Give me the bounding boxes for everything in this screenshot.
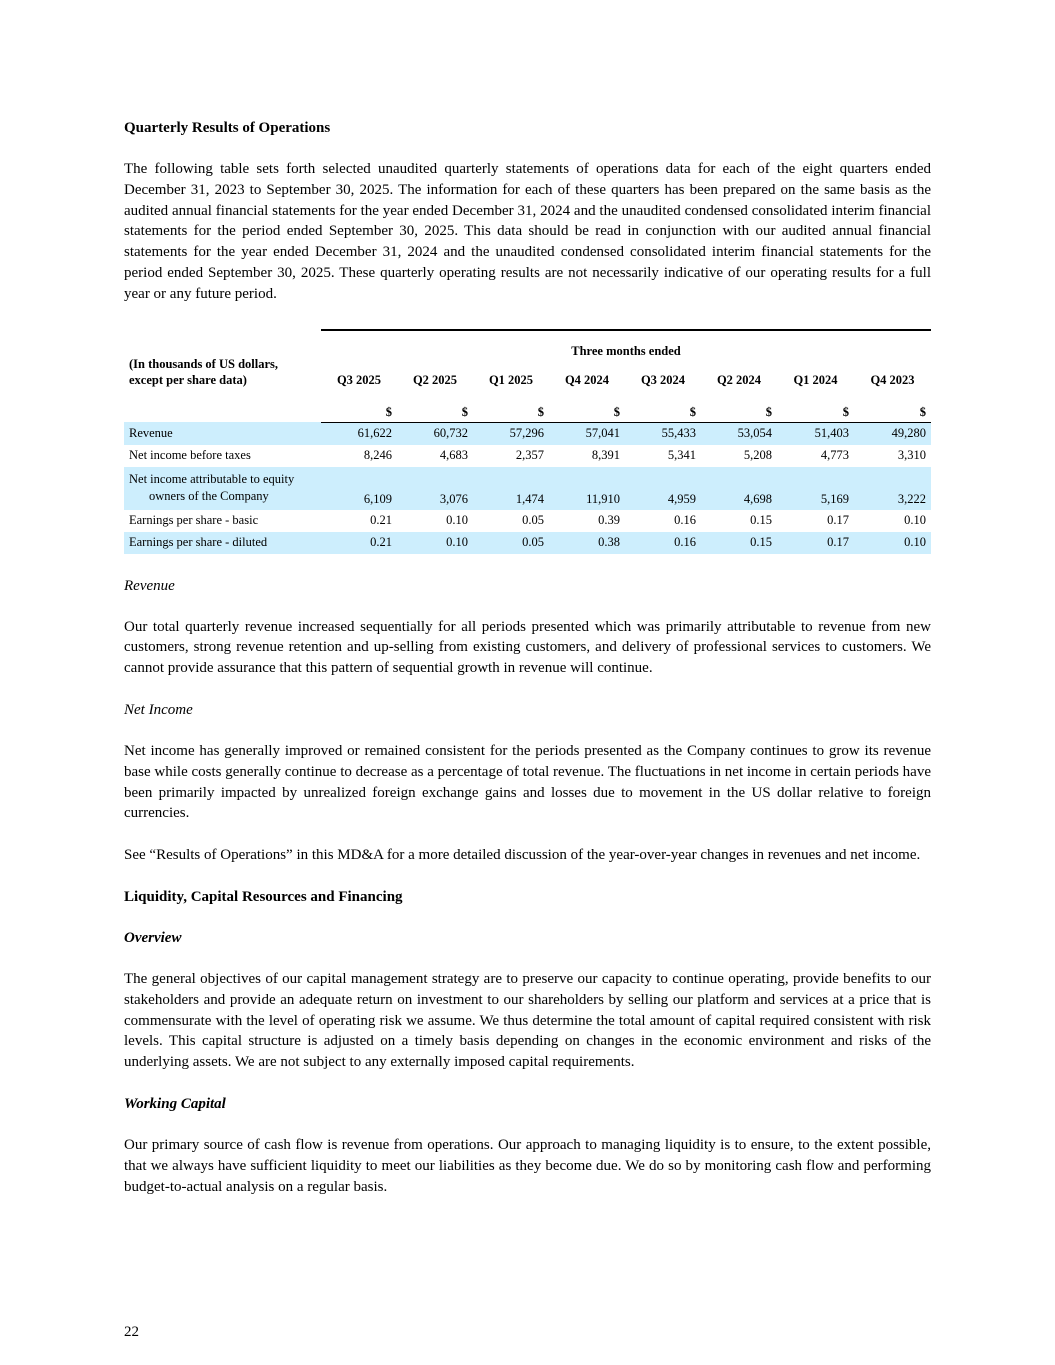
table-cell: 6,109 <box>321 467 397 510</box>
col-header-q3-2024: Q3 2024 <box>640 372 686 387</box>
liquidity-title: Liquidity, Capital Resources and Financing <box>124 888 403 905</box>
row-label-line-1: Net income attributable to equity <box>129 472 295 487</box>
units-line-1: (In thousands of US dollars, <box>129 356 279 371</box>
table-cell: 51,403 <box>777 422 854 445</box>
table-cell: 5,341 <box>667 448 696 463</box>
table-cell: 0.10 <box>854 532 931 554</box>
table-cell: 8,391 <box>591 448 620 463</box>
currency-cell: $ <box>473 398 549 423</box>
col-header-q1-2025: Q1 2025 <box>488 372 534 387</box>
table-row-net-income-attributable <box>124 467 931 510</box>
col-header-q1-2024: Q1 2024 <box>793 372 838 387</box>
net-income-paragraph: Net income has generally improved or remained consistent for the periods presented as the Company continues to grow its revenue base while costs generally continue to decrease as a percentage of total revenue. The fluctuations in net income in certain periods have been primarily impacted by unrealized foreign exchange gains and losses due to movement in the US dollar relative to foreign currencies. <box>124 742 931 822</box>
currency-cell: $ <box>701 398 777 423</box>
table-cell: 0.17 <box>827 513 849 528</box>
col-header-q4-2024: Q4 2024 <box>564 372 610 387</box>
table-row-eps-basic <box>124 510 931 532</box>
see-results-paragraph: See “Results of Operations” in this MD&A for a more detailed discussion of the year-over-year changes in revenues and net income. <box>124 847 921 864</box>
row-label <box>124 467 321 510</box>
table-cell: 0.21 <box>321 532 397 554</box>
table-cell: 3,076 <box>397 467 473 510</box>
table-cell: 8,246 <box>363 448 392 463</box>
currency-cell: $ <box>549 398 625 423</box>
table-cell: 60,732 <box>397 422 473 445</box>
table-cell: 0.15 <box>701 532 777 554</box>
table-cell: 0.38 <box>549 532 625 554</box>
table-cell: 61,622 <box>321 422 397 445</box>
currency-row <box>124 398 931 423</box>
currency-cell: $ <box>854 398 931 423</box>
table-cell: 0.21 <box>370 513 392 528</box>
row-label: Earnings per share - diluted <box>124 532 321 554</box>
table-cell: 57,296 <box>473 422 549 445</box>
revenue-paragraph: Our total quarterly revenue increased sequentially for all periods presented which was primarily attributable to revenue from new customers, strong revenue retention and up-selling from existing customers, and delivery of professional services to customers. We cannot provide assurance that this pattern of sequential growth in revenue will continue. <box>124 618 931 677</box>
working-capital-heading: Working Capital <box>124 1095 226 1112</box>
table-cell: 5,169 <box>777 467 854 510</box>
quarterly-results-table <box>124 329 931 554</box>
working-capital-paragraph: Our primary source of cash flow is revenue from operations. Our approach to managing liquidity is to ensure, to the extent possible, that we always have sufficient liquidity to meet our liabilities as they become due. We do so by monitoring cash flow and performing budget-to-actual analysis on a regular basis. <box>124 1136 931 1195</box>
document-page <box>124 118 931 1197</box>
table-cell: 1,474 <box>473 467 549 510</box>
table-cell: 4,698 <box>701 467 777 510</box>
units-line-2: except per share data) <box>129 372 247 387</box>
table-cell: 0.15 <box>750 513 772 528</box>
table-cell: 0.39 <box>598 513 620 528</box>
table-units-label <box>124 330 321 388</box>
table-cell: 5,208 <box>743 448 772 463</box>
table-cell: 0.10 <box>904 513 927 528</box>
table-cell: 0.10 <box>446 513 468 528</box>
currency-cell: $ <box>625 398 701 423</box>
col-header-q4-2023: Q4 2023 <box>870 372 915 387</box>
table-row-net-income-before-taxes <box>124 445 931 467</box>
row-label-line-2: owners of the Company <box>149 489 269 504</box>
table-cell: 2,357 <box>515 448 544 463</box>
col-header-q2-2024: Q2 2024 <box>716 372 762 387</box>
table-cell: 4,683 <box>439 448 468 463</box>
table-cell: 0.16 <box>674 513 696 528</box>
table-cell: 0.10 <box>397 532 473 554</box>
page-number: 22 <box>124 1324 139 1340</box>
table-cell: 4,773 <box>820 448 849 463</box>
col-header-q3-2025: Q3 2025 <box>336 372 382 387</box>
table-cell: 11,910 <box>549 467 625 510</box>
table-cell: 57,041 <box>549 422 625 445</box>
currency-cell: $ <box>321 398 397 423</box>
col-header-q2-2025: Q2 2025 <box>412 372 458 387</box>
table-cell: 4,959 <box>625 467 701 510</box>
table-cell: 3,310 <box>897 448 927 463</box>
table-row-revenue <box>124 422 931 445</box>
section-title: Quarterly Results of Operations <box>124 120 331 136</box>
table-cell: 3,222 <box>854 467 931 510</box>
table-cell: 49,280 <box>854 422 931 445</box>
table-cell: 0.05 <box>473 532 549 554</box>
table-cell: 55,433 <box>625 422 701 445</box>
table-cell: 53,054 <box>701 422 777 445</box>
revenue-heading: Revenue <box>124 577 175 594</box>
overview-paragraph: The general objectives of our capital management strategy are to preserve our capacity to continue operating, provide benefits to our stakeholders and provide an adequate return on investment to our shareholders by selling our platform and services at a price that is commensurate with the level of operating risk we assume. We thus determine the total amount of capital required consistent with risk levels. This capital structure is adjusted on a timely basis depending on changes in the economic environment and risks of the underlying assets. We are not subject to any externally imposed capital requirements. <box>124 970 931 1071</box>
row-label: Earnings per share - basic <box>129 513 259 528</box>
table-row-eps-diluted <box>124 532 931 554</box>
overview-heading: Overview <box>124 929 182 946</box>
group-header: Three months ended <box>321 330 931 360</box>
row-label: Revenue <box>124 422 321 445</box>
net-income-heading: Net Income <box>124 701 193 718</box>
table-cell: 0.05 <box>522 513 544 528</box>
currency-cell: $ <box>397 398 473 423</box>
intro-paragraph: The following table sets forth selected unaudited quarterly statements of operations data for each of the eight quarters ended December 31, 2023 to September 30, 2025. The information for each of these quarters has been prepared on the same basis as the audited annual financial statements for the year ended December 31, 2024 and the unaudited condensed consolidated interim financial statements for the period ended September 30, 2025. This data should be read in conjunction with our audited annual financial statements for the year ended December 31, 2024 and the unaudited condensed consolidated interim financial statements for the period ended September 30, 2025. These quarterly operating results are not necessarily indicative of our operating results for a full year or any future period. <box>124 161 931 302</box>
table-cell: 0.17 <box>777 532 854 554</box>
currency-cell: $ <box>777 398 854 423</box>
row-label: Net income before taxes <box>129 448 251 463</box>
table-cell: 0.16 <box>625 532 701 554</box>
